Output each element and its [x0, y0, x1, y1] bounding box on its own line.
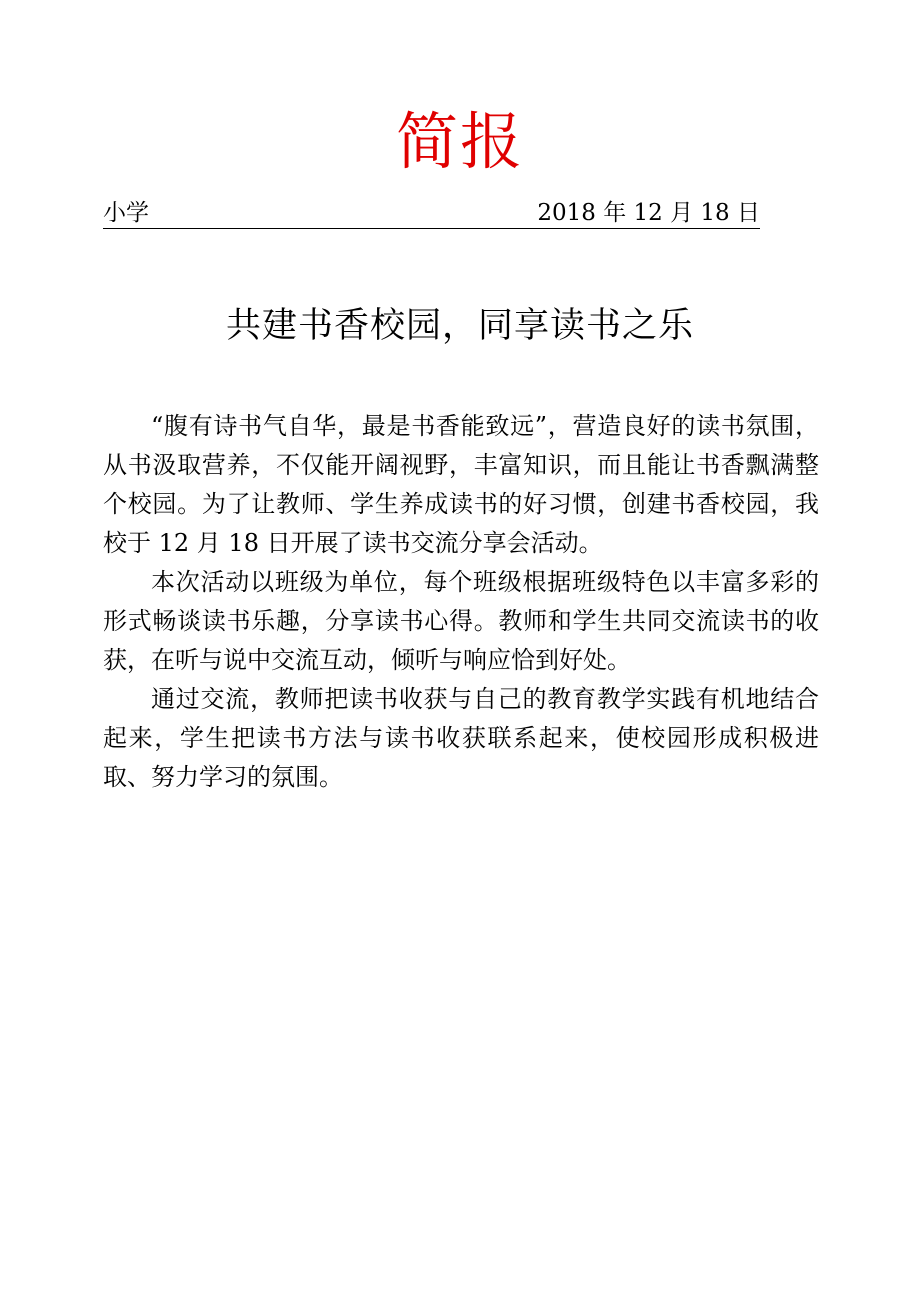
- masthead-title: 简报: [395, 105, 524, 178]
- dateline: [103, 198, 760, 229]
- article-body: [103, 407, 819, 797]
- article-headline: 共建书香校园，同享读书之乐: [225, 306, 694, 346]
- body-paragraph-3: 通过交流，教师把读书收获与自己的教育教学实践有机地结合起来，学生把读书方法与读书收获联系起来，使校园形成积极进取、努力学习的氛围。: [103, 685, 819, 791]
- body-paragraph-2: 本次活动以班级为单位，每个班级根据班级特色以丰富多彩的形式畅谈读书乐趣，分享读书心得。教师和学生共同交流读书的收获，在听与说中交流互动，倾听与响应恰到好处。: [103, 568, 819, 674]
- issue-date: 2018 年 12 月 18 日: [537, 200, 760, 226]
- school-name: 小学: [103, 200, 149, 226]
- body-paragraph-1: “腹有诗书气自华，最是书香能致远”，营造良好的读书氛围，从书汲取营养，不仅能开阔视野，丰富知识，而且能让书香飘满整个校园。为了让教师、学生养成读书的好习惯，创建书香校园，我校于 12 月 18 日开展了读书交流分享会活动。: [103, 412, 819, 557]
